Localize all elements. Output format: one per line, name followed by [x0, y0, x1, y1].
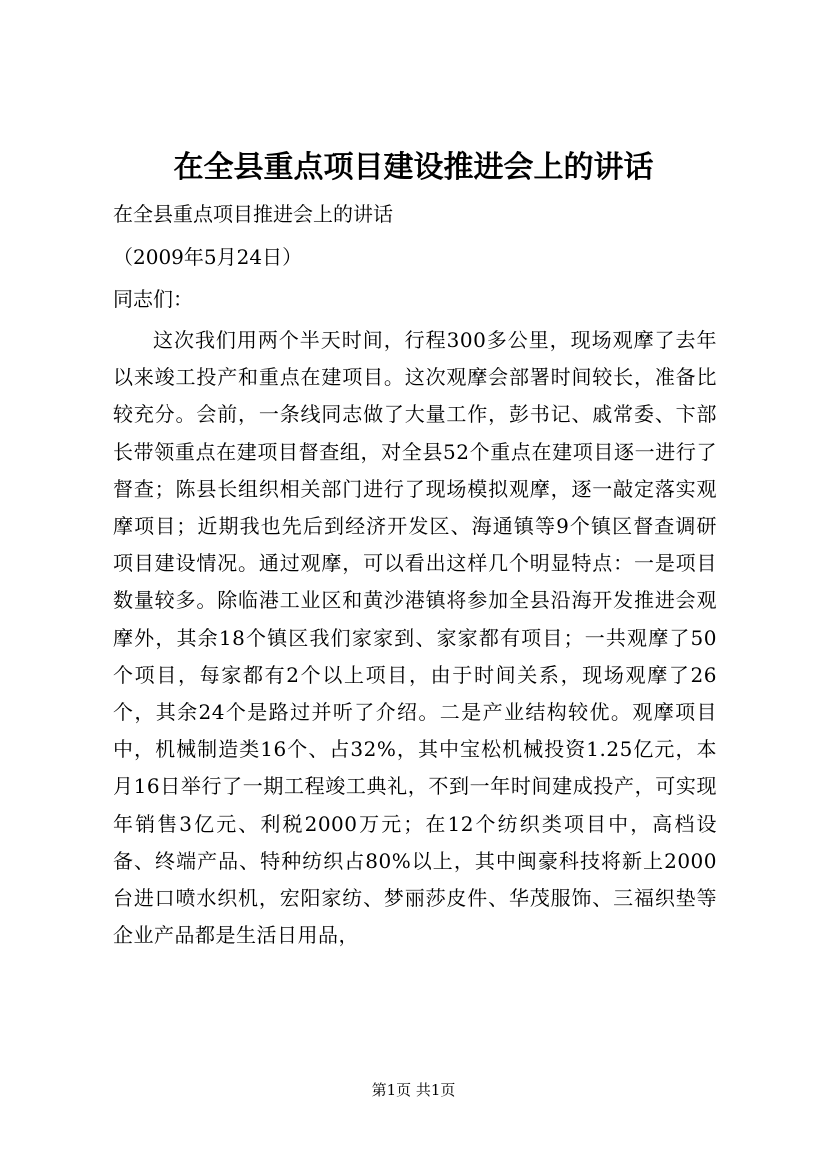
- body-paragraph: 这次我们用两个半天时间，行程300多公里，现场观摩了去年以来竣工投产和重点在建项目。这次观摩会部署时间较长，准备比较充分。会前，一条线同志做了大量工作，彭书记、戚常委、卞部长带领重点在建项目督查组，对全县52个重点在建项目逐一进行了督查；陈县长组织相关部门进行了现场模拟观摩，逐一敲定落实观摩项目；近期我也先后到经济开发区、海通镇等9个镇区督查调研项目建设情况。通过观摩，可以看出这样几个明显特点：一是项目数量较多。除临港工业区和黄沙港镇将参加全县沿海开发推进会观摩外，其余18个镇区我们家家到、家家都有项目；一共观摩了50个项目，每家都有2个以上项目，由于时间关系，现场观摩了26个，其余24个是路过并听了介绍。二是产业结构较优。观摩项目中，机械制造类16个、占32%，其中宝松机械投资1.25亿元，本月16日举行了一期工程竣工典礼，不到一年时间建成投产，可实现年销售3亿元、利税2000万元；在12个纺织类项目中，高档设备、终端产品、特种纺织占80%以上，其中闽豪科技将新上2000台进口喷水织机，宏阳家纺、梦丽莎皮件、华茂服饰、三福织垫等企业产品都是生活日用品，: [113, 328, 717, 948]
- document-title: 在全县重点项目建设推进会上的讲话: [173, 150, 654, 185]
- document-subtitle: 在全县重点项目推进会上的讲话: [113, 202, 393, 226]
- document-date: （2009年5月24日）: [113, 245, 303, 269]
- salutation: 同志们：: [113, 287, 193, 311]
- page-footer: 第1页 共1页: [371, 1081, 456, 1099]
